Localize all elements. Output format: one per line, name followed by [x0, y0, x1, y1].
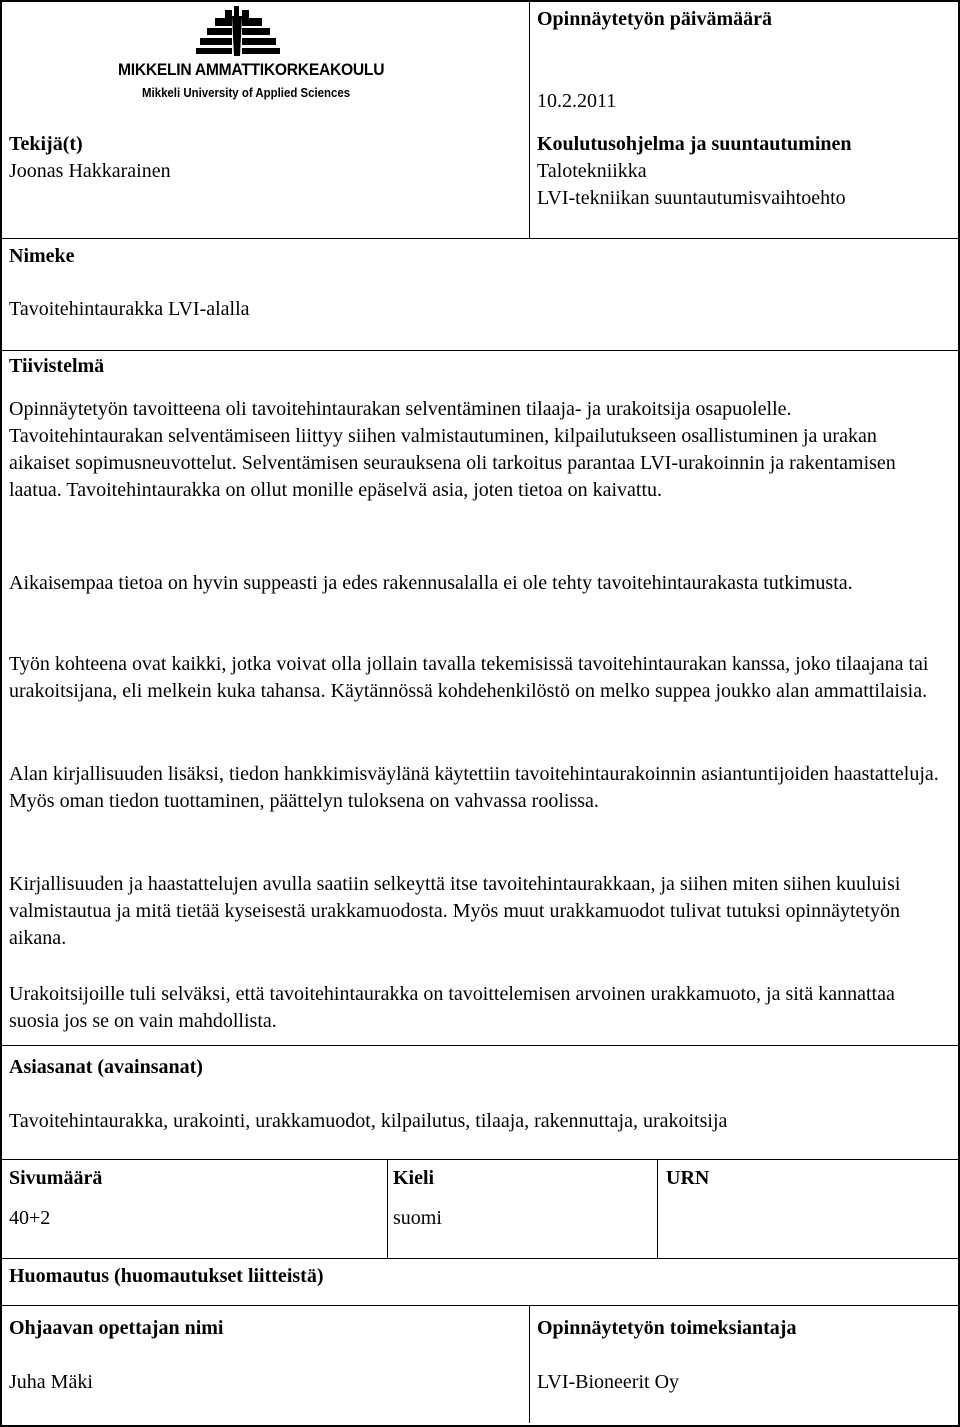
logo-subtitle: Mikkeli University of Applied Sciences: [142, 85, 351, 100]
abstract-paragraph: Alan kirjallisuuden lisäksi, tiedon hankkimisväylänä käytettiin tavoitehintaurakoinnin asiantuntijoiden haastatteluja. Myös oman tiedon tuottaminen, päättelyn tuloksena on vahvassa roolissa.: [9, 763, 939, 812]
author-value: Joonas Hakkarainen: [9, 160, 171, 182]
title-value: Tavoitehintaurakka LVI-alalla: [9, 298, 250, 320]
row-divider: [0, 1045, 960, 1046]
date-value: 10.2.2011: [537, 90, 617, 112]
programme-line-1: Talotekniikka: [537, 160, 647, 182]
row-divider: [0, 350, 960, 351]
column-divider: [387, 1159, 388, 1258]
supervisor-value: Juha Mäki: [9, 1371, 93, 1393]
author-label: Tekijä(t): [9, 133, 83, 155]
supervisor-label: Ohjaavan opettajan nimi: [9, 1317, 224, 1339]
pages-label: Sivumäärä: [9, 1167, 103, 1189]
programme-line-2: LVI-tekniikan suuntautumisvaihtoehto: [537, 187, 846, 209]
column-divider: [657, 1159, 658, 1258]
abstract-paragraph: Urakoitsijoille tuli selväksi, että tavoitehintaurakka on tavoittelemisen arvoinen urakkamuoto, ja sitä kannattaa suosia jos se on vain mahdollista.: [9, 983, 895, 1032]
row-divider: [0, 1159, 960, 1160]
row-divider: [0, 1305, 960, 1306]
abstract-paragraph: Työn kohteena ovat kaikki, jotka voivat olla jollain tavalla tekemisissä tavoitehintaurakan kanssa, joko tilaajana tai urakoitsijana, eli melkein kuka tahansa. Käytännössä kohdehenkilöstö on melko suppea joukko alan ammattilaisia.: [9, 653, 929, 702]
pages-value: 40+2: [9, 1207, 51, 1229]
abstract-label: Tiivistelmä: [9, 355, 105, 377]
abstract-paragraph: Opinnäytetyön tavoitteena oli tavoitehintaurakan selventäminen tilaaja- ja urakoitsija osapuolelle. Tavoitehintaurakan selventämiseen liittyy siihen valmistautuminen, kilpailutukseen osallistuminen ja urakan aikaiset sopimusneuvottelut. Selventämisen seurauksena oli tarkoitus parantaa LVI-urakoinnin ja rakentamisen laatua. Tavoitehintaurakka on ollut monille epäselvä asia, joten tietoa on kaivattu.: [9, 398, 896, 501]
row-divider: [0, 1258, 960, 1259]
commissioner-value: LVI-Bioneerit Oy: [537, 1371, 680, 1393]
date-label: Opinnäytetyön päivämäärä: [537, 8, 773, 30]
urn-label: URN: [666, 1167, 710, 1189]
keywords-label: Asiasanat (avainsanat): [9, 1056, 203, 1078]
header-divider: [529, 0, 530, 238]
programme-label: Koulutusohjelma ja suuntautuminen: [537, 133, 852, 155]
abstract-paragraph: Aikaisempaa tietoa on hyvin suppeasti ja edes rakennusalalla ei ole tehty tavoitehintaurakasta tutkimusta.: [9, 572, 853, 594]
logo-name: MIKKELIN AMMATTIKORKEAKOULU: [118, 60, 385, 79]
abstract-paragraph: Kirjallisuuden ja haastattelujen avulla saatiin selkeyttä itse tavoitehintaurakkaan, ja siihen miten siihen kuuluisi valmistautua ja mitä tietää kyseisestä urakkamuodosta. Myös muut urakkamuodot tulivat tutuksi opinnäytetyön aikana.: [9, 873, 901, 949]
language-value: suomi: [393, 1207, 442, 1229]
language-label: Kieli: [393, 1167, 435, 1189]
row-divider: [0, 238, 960, 239]
title-label: Nimeke: [9, 245, 75, 267]
keywords-value: Tavoitehintaurakka, urakointi, urakkamuodot, kilpailutus, tilaaja, rakennuttaja, urakoitsija: [9, 1110, 728, 1132]
notes-label: Huomautus (huomautukset liitteistä): [9, 1265, 324, 1287]
column-divider: [529, 1305, 530, 1423]
commissioner-label: Opinnäytetyön toimeksiantaja: [537, 1317, 797, 1339]
